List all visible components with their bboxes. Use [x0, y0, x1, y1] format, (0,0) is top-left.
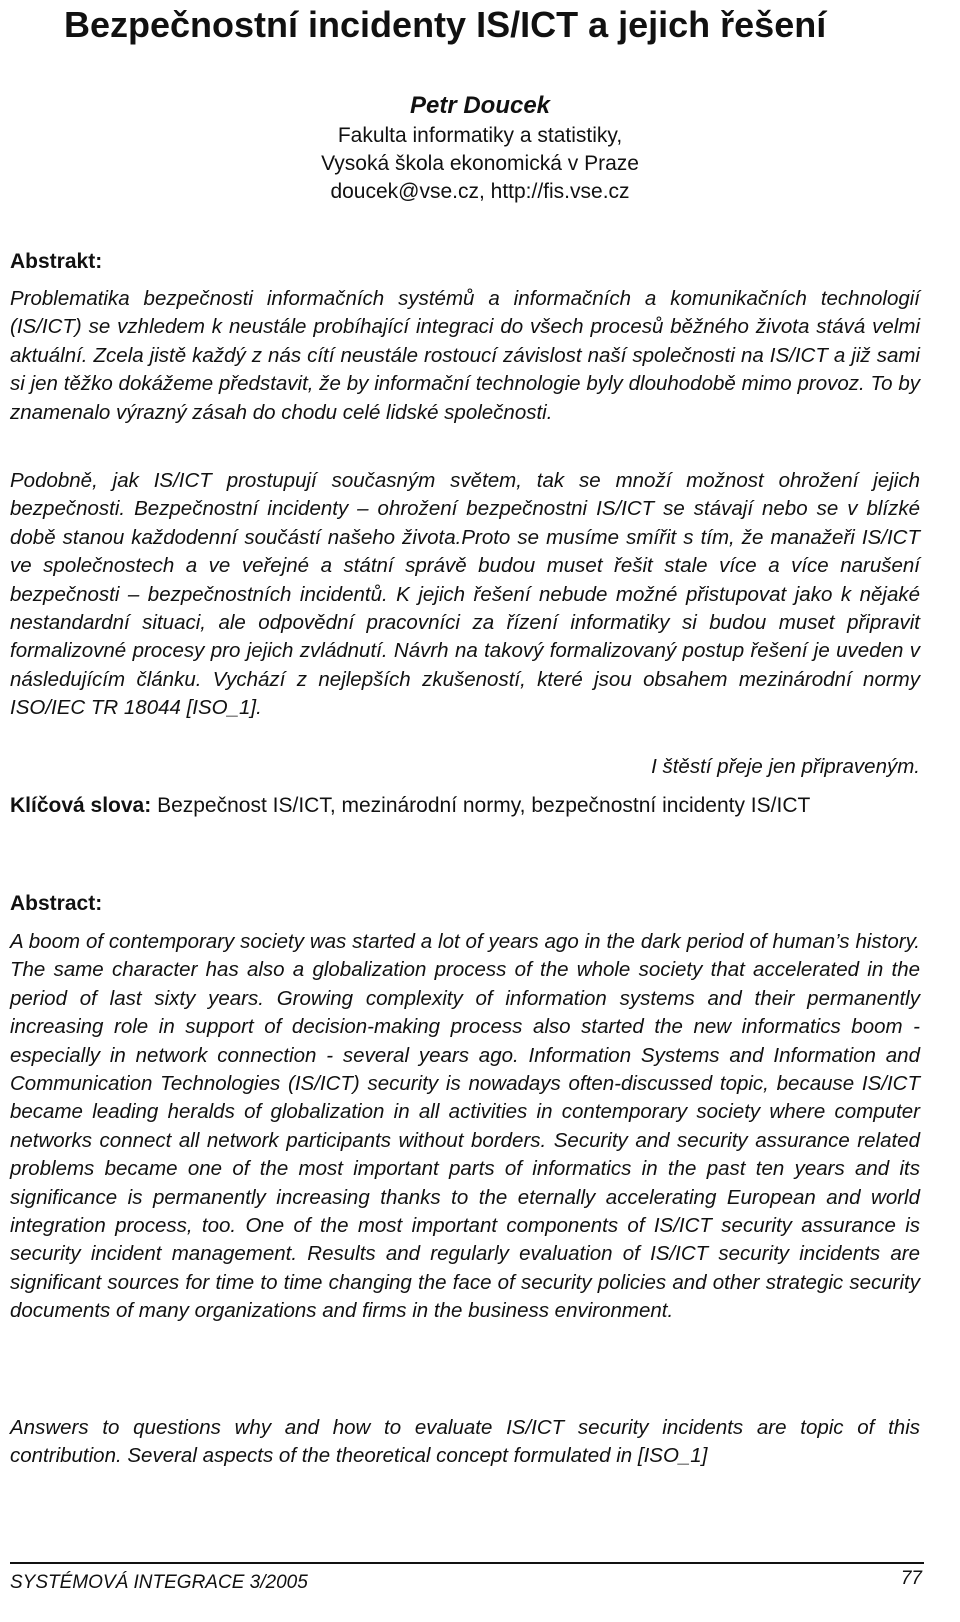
footer-page-number: 77: [900, 1568, 922, 1589]
author-block: [200, 90, 760, 206]
author-affiliation-faculty: Fakulta informatiky a statistiky,: [337, 124, 623, 147]
footer-journal: SYSTÉMOVÁ INTEGRACE 3/2005: [10, 1572, 308, 1593]
footer-divider: [10, 1562, 924, 1564]
keywords: [10, 791, 920, 821]
abstract-en-paragraph-1: A boom of contemporary society was started a lot of years ago in the dark period of human’s history. The same character has also a globalization process of the whole society that accelerated in the period of last sixty years. Growing complexity of information systems and their permanently increasing role in support of decision-making process also started the new informatics boom - especially in network connection - several years ago. Information Systems and Information and Communication Technologies (IS/ICT) security is nowadays often-discussed topic, because IS/ICT became leading heralds of globalization in all activities in contemporary society where computer networks connect all network participants without borders. Security and security assurance related problems became one of the most important parts of informatics in the past ten years and its significance is permanently increasing thanks to the eternally accelerating European and world integration process, too. One of the most important components of IS/ICT security assurance is security incident management. Results and regularly evaluation of IS/ICT security incidents are significant sources for time to time changing the face of security policies and other strategic security documents of many organizations and firms in the business environment.: [10, 930, 920, 1323]
paper-title: Bezpečnostní incidenty IS/ICT a jejich řešení: [64, 4, 827, 45]
author-name: Petr Doucek: [409, 92, 551, 119]
motto: I štěstí přeje jen připraveným.: [651, 755, 920, 778]
keywords-label: Klíčová slova:: [10, 794, 152, 817]
abstract-cz-heading: Abstrakt:: [10, 250, 103, 273]
abstract-en-paragraph-2: Answers to questions why and how to evaluate IS/ICT security incidents are topic of this contribution. Several aspects of the theoretical concept formulated in [ISO_1]: [10, 1416, 920, 1468]
abstract-cz-paragraph-2: Podobně, jak IS/ICT prostupují současným světem, tak se množí možnost ohrožení jejich bezpečnosti. Bezpečnostní incidenty – ohrožení bezpečnostni IS/ICT se stávají nebo se v blízké době stanou každodenní součástí našeho života.Proto se musíme smířit s tím, že manažeři IS/ICT ve společnostech a ve veřejné a státní správě budou muset řešit stale více a více narušení bezpečnosti – bezpečnostních incidentů. K jejich řešení nebude možné přistupovat jako k nějaké nestandardní situaci, ale odpovědní pracovníci za řízení informatiky si budou muset připravit formalizovné procesy pro jejich zvládnutí. Návrh na takový formalizovaný postup řešení je uveden v následujícím článku. Vychází z nejlepších zkušeností, které jsou obsahem mezinárodní normy ISO/IEC TR 18044 [ISO_1].: [10, 469, 920, 720]
author-affiliation-university: Vysoká škola ekonomická v Praze: [321, 152, 639, 175]
abstract-en-heading: Abstract:: [10, 892, 103, 915]
abstract-cz-paragraph-1: Problematika bezpečnosti informačních systémů a informačních a komunikačních technologií (IS/ICT) se vzhledem k neustále probíhající integraci do všech procesů běžného života stává velmi aktuální. Zcela jistě každý z nás cítí neustále rostoucí závislost naší společnosti na IS/ICT a již sami si jen těžko dokážeme představit, že by informační technologie byly dlouhodobě mimo provoz. To by znamenalo výrazný zásah do chodu celé lidské společnosti.: [10, 287, 920, 424]
keywords-text: Bezpečnost IS/ICT, mezinárodní normy, bezpečnostní incidenty IS/ICT: [151, 794, 811, 817]
author-contact: doucek@vse.cz, http://fis.vse.cz: [330, 180, 630, 203]
